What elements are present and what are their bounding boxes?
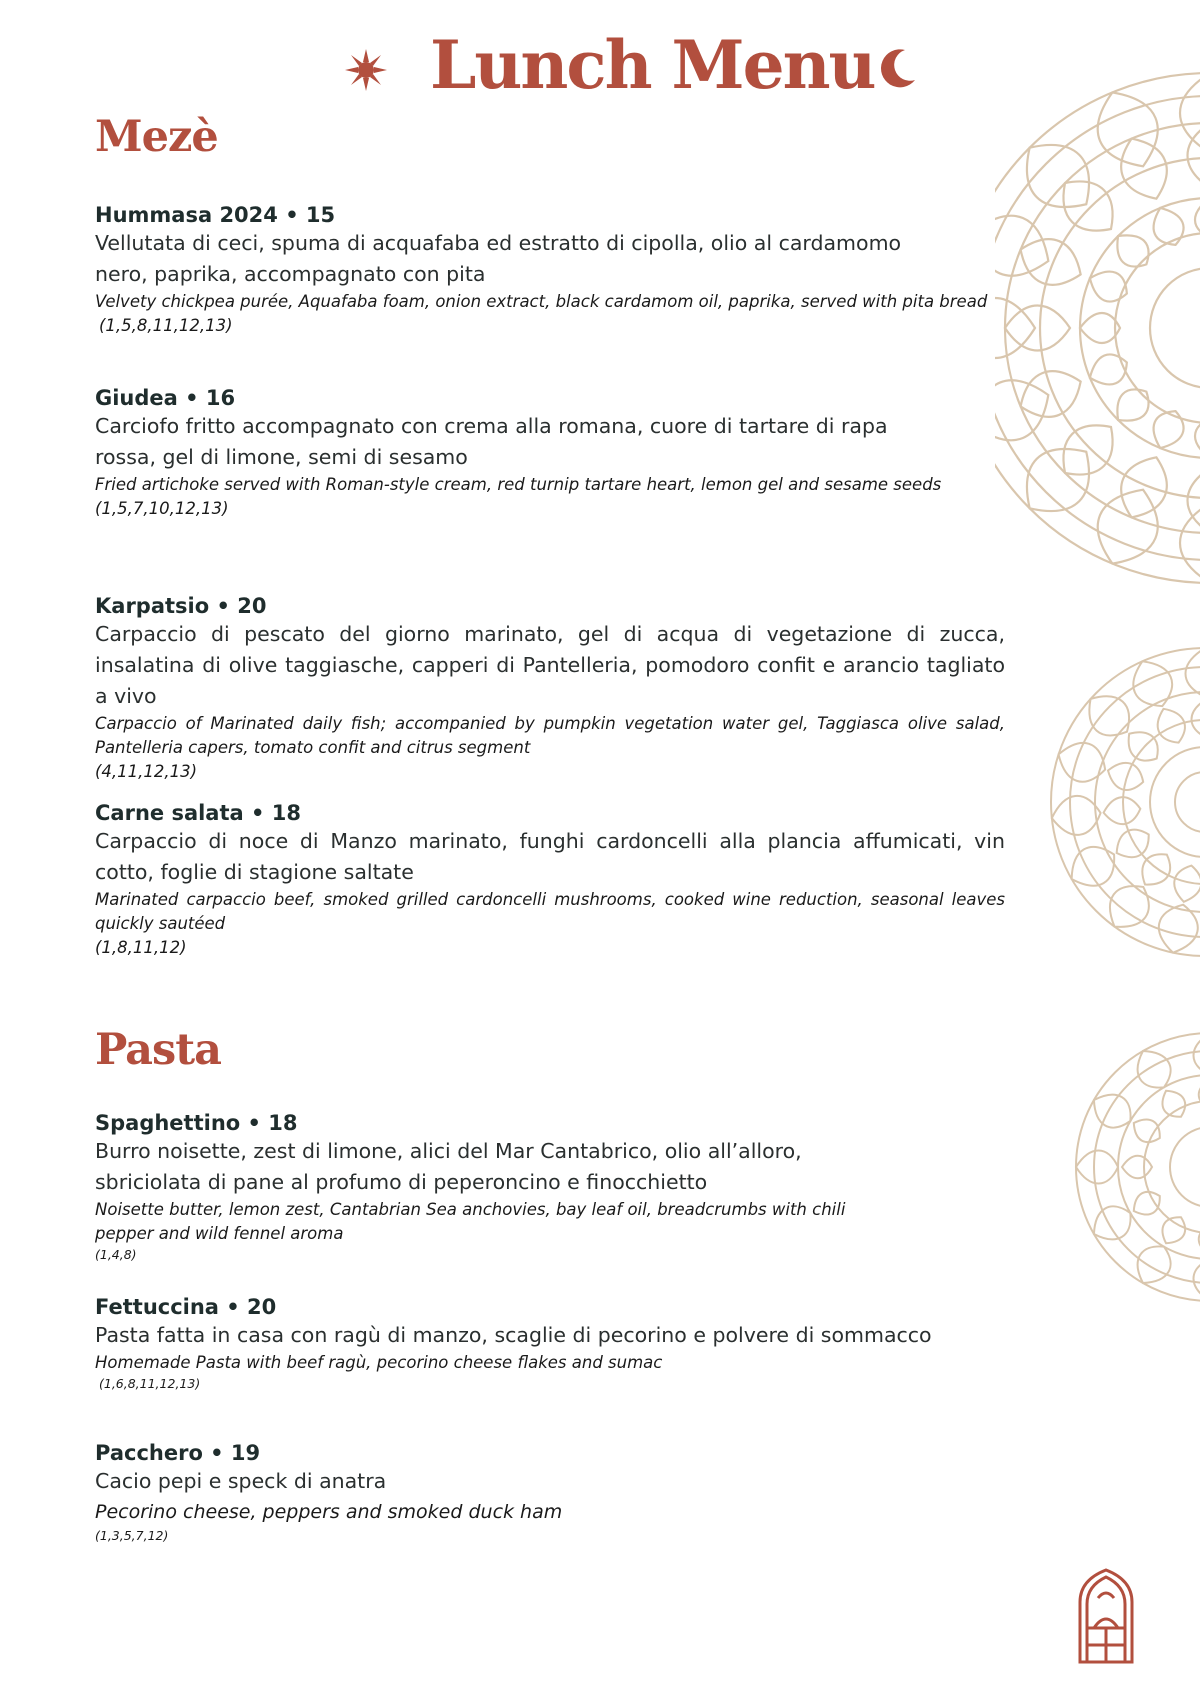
item-description: Carpaccio di pescato del giorno marinato, gel di acqua di vegetazione di zucca, insalatina di olive taggiasche, capperi di Pantelleria, pomodoro confit e arancio tagliato a vivo	[95, 622, 1005, 708]
item-description: Pasta fatta in casa con ragù di manzo, scaglie di pecorino e polvere di sommacco	[95, 1323, 932, 1347]
item-description: Burro noisette, zest di limone, alici del Mar Cantabrico, olio all’alloro, sbriciolata di pane al profumo di peperoncino e finocchietto	[95, 1139, 802, 1194]
page-title: Lunch Menu	[430, 26, 875, 104]
mandala-icon	[1070, 1030, 1200, 1305]
item-name: Fettuccina • 20	[95, 1295, 277, 1319]
mandala-icon	[995, 70, 1200, 590]
item-english: Pecorino cheese, peppers and smoked duck ham	[95, 1501, 563, 1523]
item-english: Homemade Pasta with beef ragù, pecorino cheese flakes and sumac	[95, 1353, 663, 1372]
section-title-pasta: Pasta	[95, 1025, 221, 1075]
header	[0, 22, 1200, 112]
crescent-moon-icon	[875, 46, 921, 92]
item-description: Cacio pepi e speck di anatra	[95, 1469, 387, 1493]
item-description: Carpaccio di noce di Manzo marinato, funghi cardoncelli alla plancia affumicati, vin cotto, foglie di stagione saltate	[95, 829, 1005, 884]
menu-item	[95, 593, 1005, 784]
item-name: Karpatsio • 20	[95, 594, 267, 618]
item-name: Giudea • 16	[95, 386, 236, 410]
section-title-meze: Mezè	[95, 112, 218, 162]
item-allergens: (1,3,5,7,12)	[95, 1528, 169, 1543]
item-english: Carpaccio of Marinated daily fish; accompanied by pumpkin vegetation water gel, Taggiasca olive salad, Pantelleria capers, tomato confit and citrus segment	[95, 714, 1005, 757]
item-allergens: (1,5,8,11,12,13)	[99, 316, 233, 335]
item-english: Velvety chickpea purée, Aquafaba foam, onion extract, black cardamom oil, paprika, served with pita bread	[95, 292, 988, 311]
item-allergens: (1,4,8)	[95, 1247, 137, 1262]
menu-item	[95, 800, 1005, 960]
item-name: Carne salata • 18	[95, 801, 301, 825]
menu-item	[95, 1294, 995, 1393]
item-description: Vellutata di ceci, spuma di acquafaba ed estratto di cipolla, olio al cardamomo nero, paprika, accompagnato con pita	[95, 231, 902, 286]
menu-item	[95, 1110, 855, 1264]
item-name: Spaghettino • 18	[95, 1111, 298, 1135]
item-name: Hummasa 2024 • 15	[95, 203, 336, 227]
item-english: Fried artichoke served with Roman-style cream, red turnip tartare heart, lemon gel and sesame seeds	[95, 475, 942, 494]
item-allergens: (1,6,8,11,12,13)	[99, 1376, 201, 1391]
arch-window-icon	[1076, 1568, 1136, 1664]
sun-star-icon	[344, 48, 388, 92]
menu-item	[95, 385, 995, 521]
menu-item	[95, 1440, 995, 1545]
item-allergens: (1,5,7,10,12,13)	[95, 499, 229, 518]
item-english: Noisette butter, lemon zest, Cantabrian Sea anchovies, bay leaf oil, breadcrumbs with chili pepper and wild fennel aroma	[95, 1200, 846, 1243]
menu-item	[95, 202, 995, 338]
mandala-icon	[1045, 645, 1200, 960]
item-name: Pacchero • 19	[95, 1441, 261, 1465]
item-english: Marinated carpaccio beef, smoked grilled cardoncelli mushrooms, cooked wine reduction, seasonal leaves quickly sautéed	[95, 890, 1005, 933]
item-allergens: (4,11,12,13)	[95, 762, 198, 781]
item-description: Carciofo fritto accompagnato con crema alla romana, cuore di tartare di rapa rossa, gel di limone, semi di sesamo	[95, 414, 888, 469]
item-allergens: (1,8,11,12)	[95, 938, 187, 957]
